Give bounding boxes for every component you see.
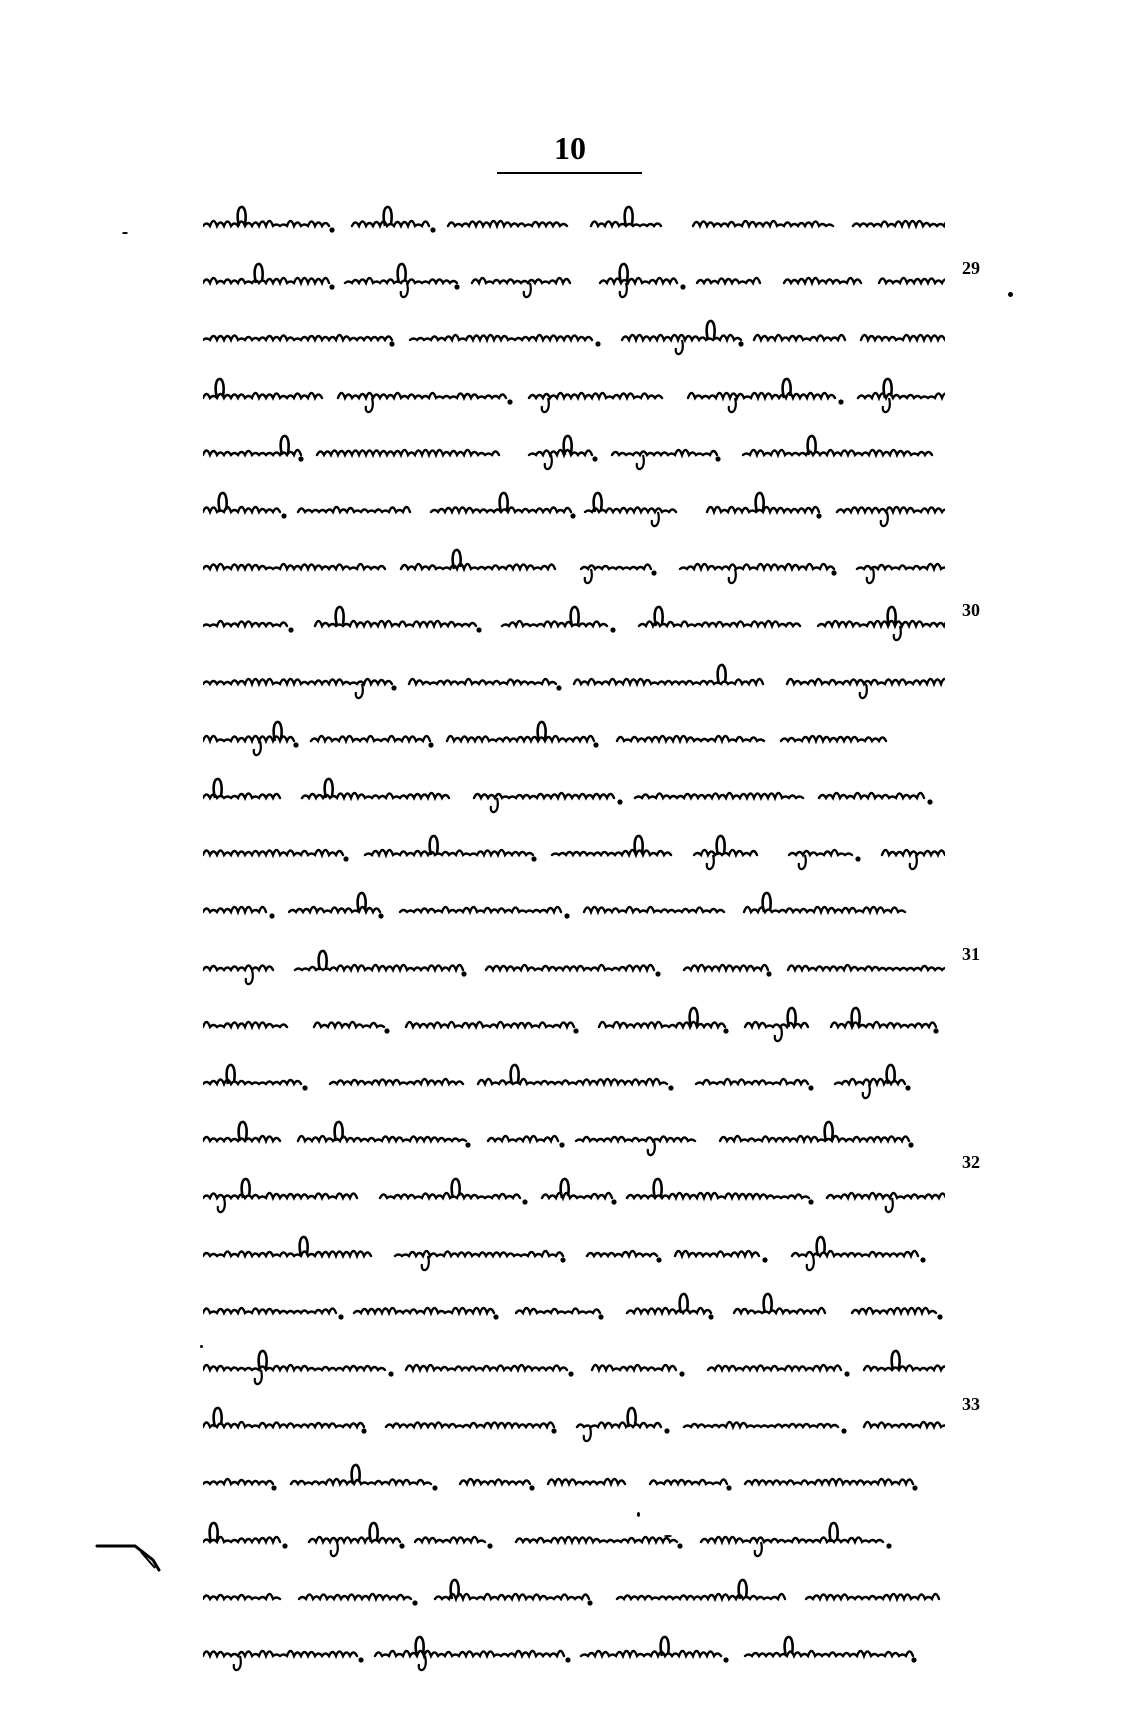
margin-speck [637,1512,640,1517]
verse-number-31: 31 [962,944,980,964]
script-line [203,255,945,303]
margin-pen-stroke [95,1540,165,1578]
script-line [203,999,945,1047]
script-line [203,770,945,818]
script-line [203,1399,945,1447]
script-line [203,370,945,418]
page-number: 10 [554,130,586,166]
script-line [203,1456,945,1504]
page-number-rule [497,172,642,174]
verse-number-32: 32 [962,1152,980,1172]
script-line [203,1056,945,1104]
verse-number-33: 33 [962,1394,980,1414]
script-line [203,827,945,875]
script-line [203,1228,945,1276]
script-line [203,198,945,246]
script-line [203,713,945,761]
script-line [203,484,945,532]
script-line [203,1342,945,1390]
script-line [203,656,945,704]
script-line [203,427,945,475]
script-line [203,541,945,589]
verse-number-30: 30 [962,600,980,620]
script-line [203,312,945,360]
script-line [203,1628,945,1676]
margin-speck [200,1345,203,1348]
script-line [203,1514,945,1562]
margin-speck [664,1535,672,1537]
script-line [203,598,945,646]
script-line [203,1571,945,1619]
margin-speck [1008,292,1013,297]
margin-speck [122,232,128,234]
verse-number-29: 29 [962,258,980,278]
script-line [203,1170,945,1218]
script-line [203,1285,945,1333]
script-line [203,942,945,990]
script-line [203,1113,945,1161]
script-line [203,884,945,932]
